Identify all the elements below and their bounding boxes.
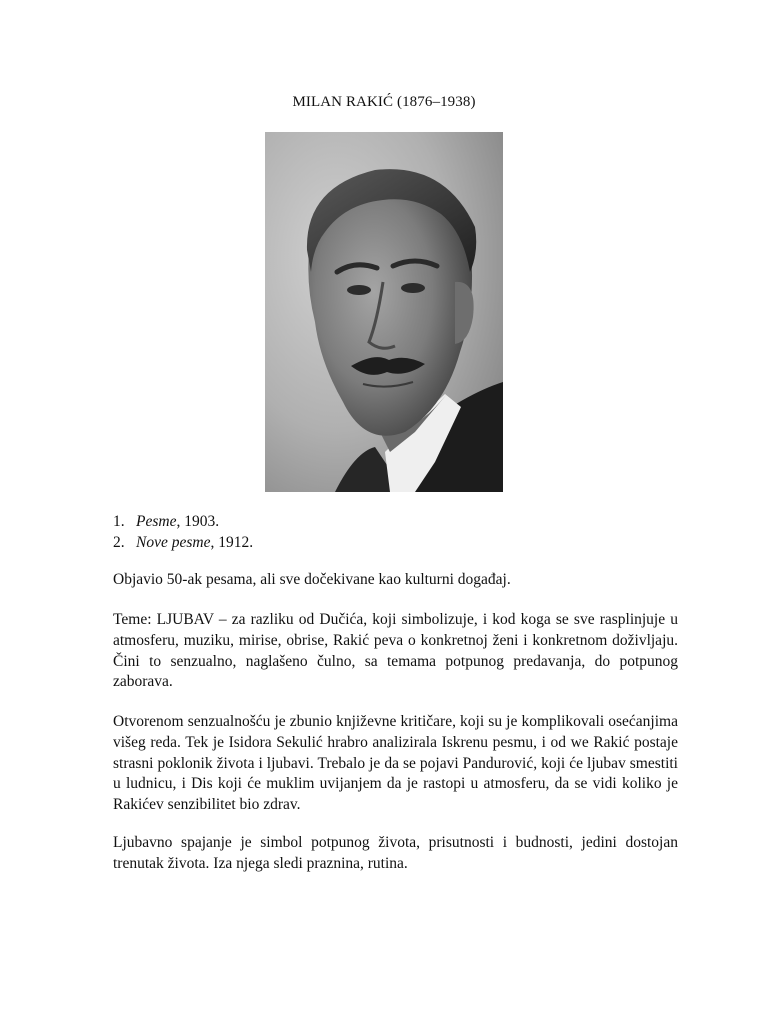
work-year: , 1903. bbox=[176, 513, 220, 530]
works-list bbox=[113, 511, 678, 553]
paragraph-conclusion: Ljubavno spajanje je simbol potpunog života, prisutnosti i budnosti, jedini dostojan trenutak života. Iza njega sledi praznina, rutina. bbox=[113, 834, 678, 872]
paragraph-critics: Otvorenom senzualnošću je zbunio književne kritičare, koji su je komplikovali osećanjima višeg reda. Tek je Isidora Sekulić hrabro analizirala Iskrenu pesmu, i od we Rakić postaje strasni poklonik života i ljubavi. Trebalo je da se pojavi Pandurović, koji će ljubav smestiti u ludnicu, i Dis koji će muklim uvijanjem da je rastopi u atmosferu, da se vidi koliko je Rakićev senzibilitet bio zdrav. bbox=[113, 713, 678, 814]
author-portrait bbox=[265, 132, 503, 492]
list-number: 2. bbox=[113, 534, 125, 551]
work-title: Pesme bbox=[136, 513, 177, 530]
page-title: MILAN RAKIĆ (1876–1938) bbox=[292, 94, 476, 110]
list-item bbox=[113, 532, 678, 553]
work-year: , 1912. bbox=[210, 534, 254, 551]
list-item bbox=[113, 511, 678, 532]
list-number: 1. bbox=[113, 513, 125, 530]
paragraph-intro: Objavio 50-ak pesama, ali sve dočekivane kao kulturni događaj. bbox=[113, 571, 511, 588]
paragraph-themes: Teme: LJUBAV – za razliku od Dučića, koji simbolizuje, i kod koga se sve rasplinjuje u atmosferu, muziku, mirise, obrise, Rakić peva o konkretnoj ženi i konkretnom doživljaju. Čini to senzualno, naglašeno čulno, sa temama potpunog predavanja, do potpunog zaborava. bbox=[113, 611, 678, 691]
work-title: Nove pesme bbox=[136, 534, 211, 551]
